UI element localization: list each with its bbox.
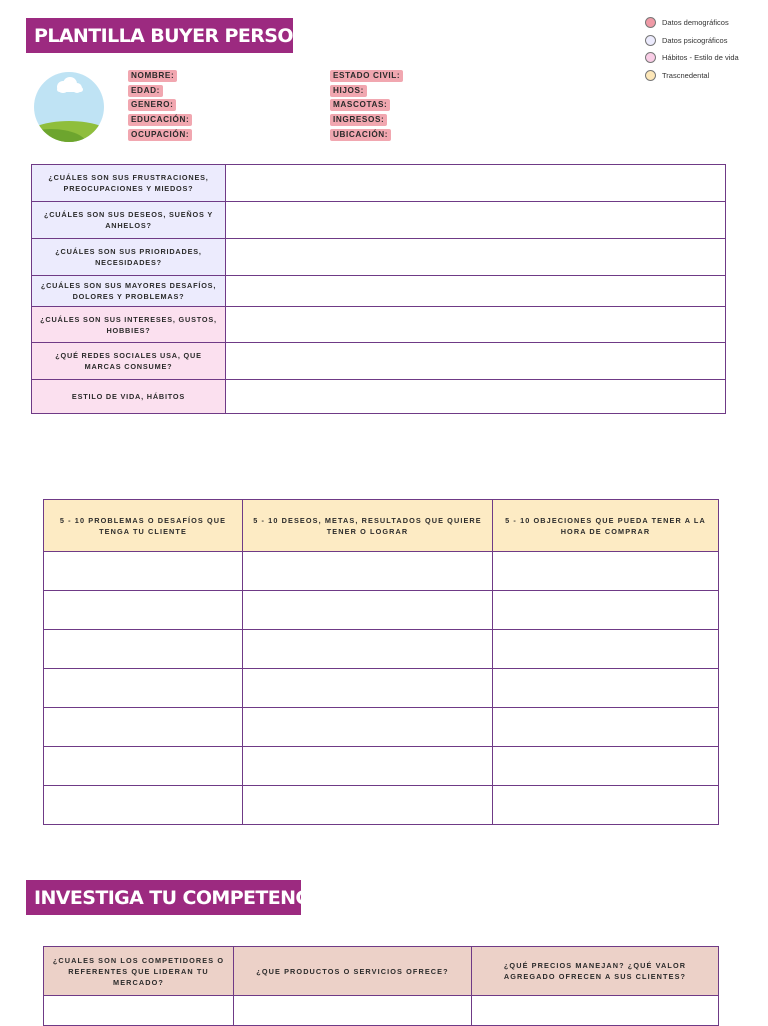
column-header: 5 - 10 DESEOS, METAS, RESULTADOS QUE QUIERE TENER O LOGRAR bbox=[243, 500, 493, 552]
table-cell[interactable] bbox=[44, 786, 243, 825]
table-cell[interactable] bbox=[493, 591, 719, 630]
table-cell[interactable] bbox=[243, 630, 493, 669]
competition-title: INVESTIGA TU COMPETENCIA bbox=[26, 880, 301, 915]
column-header: ¿QUE PRODUCTOS O SERVICIOS OFRECE? bbox=[234, 947, 472, 996]
table-cell[interactable] bbox=[493, 786, 719, 825]
table-row bbox=[32, 202, 726, 239]
table-cell[interactable] bbox=[234, 996, 472, 1026]
question-label: ¿CUÁLES SON SUS MAYORES DESAFÍOS, DOLORES Y PROBLEMAS? bbox=[32, 276, 226, 307]
profile-field-label: GENERO: bbox=[128, 99, 176, 111]
table-row bbox=[44, 996, 719, 1026]
answer-cell[interactable] bbox=[226, 202, 726, 239]
table-cell[interactable] bbox=[472, 996, 719, 1026]
legend-label: Trascnedental bbox=[662, 70, 710, 80]
legend-label: Datos psicográficos bbox=[662, 35, 728, 45]
legend-swatch bbox=[645, 70, 656, 81]
legend-swatch bbox=[645, 17, 656, 28]
legend-item bbox=[645, 32, 739, 50]
answer-cell[interactable] bbox=[226, 276, 726, 307]
table-row bbox=[32, 380, 726, 414]
answer-cell[interactable] bbox=[226, 239, 726, 276]
answer-cell[interactable] bbox=[226, 307, 726, 343]
column-header: ¿CUALES SON LOS COMPETIDORES O REFERENTES QUE LIDERAN TU MERCADO? bbox=[44, 947, 234, 996]
question-label: ¿CUÁLES SON SUS PRIORIDADES, NECESIDADES? bbox=[32, 239, 226, 276]
legend-label: Hábitos - Estilo de vida bbox=[662, 53, 739, 63]
answer-cell[interactable] bbox=[226, 380, 726, 414]
table-cell[interactable] bbox=[493, 708, 719, 747]
profile-field-label: EDUCACIÓN: bbox=[128, 114, 192, 126]
table-row bbox=[44, 591, 719, 630]
question-label: ¿CUÁLES SON SUS INTERESES, GUSTOS, HOBBIES? bbox=[32, 307, 226, 343]
table-row bbox=[44, 669, 719, 708]
table-cell[interactable] bbox=[44, 630, 243, 669]
table-row bbox=[32, 165, 726, 202]
table-row bbox=[44, 630, 719, 669]
profile-field-label: EDAD: bbox=[128, 85, 163, 97]
profile-field-label: UBICACIÓN: bbox=[330, 129, 391, 141]
avatar-icon bbox=[33, 71, 105, 143]
table-cell[interactable] bbox=[243, 708, 493, 747]
table-cell[interactable] bbox=[243, 591, 493, 630]
column-header: 5 - 10 PROBLEMAS O DESAFÍOS QUE TENGA TU CLIENTE bbox=[44, 500, 243, 552]
table-row bbox=[32, 276, 726, 307]
table-cell[interactable] bbox=[493, 552, 719, 591]
page-title: PLANTILLA BUYER PERSONA bbox=[26, 18, 293, 53]
table-row bbox=[44, 552, 719, 591]
table-cell[interactable] bbox=[44, 591, 243, 630]
legend-item bbox=[645, 49, 739, 67]
profile-field-label: ESTADO CIVIL: bbox=[330, 70, 403, 82]
table-cell[interactable] bbox=[44, 747, 243, 786]
competition-table bbox=[43, 946, 719, 1026]
profile-field-label: NOMBRE: bbox=[128, 70, 177, 82]
table-row bbox=[32, 343, 726, 380]
column-header: ¿QUÉ PRECIOS MANEJAN? ¿QUÉ VALOR AGREGADO OFRECEN A SUS CLIENTES? bbox=[472, 947, 719, 996]
answer-cell[interactable] bbox=[226, 165, 726, 202]
legend-swatch bbox=[645, 35, 656, 46]
table-cell[interactable] bbox=[493, 630, 719, 669]
question-label: ESTILO DE VIDA, HÁBITOS bbox=[32, 380, 226, 414]
table-cell[interactable] bbox=[243, 552, 493, 591]
table-cell[interactable] bbox=[44, 552, 243, 591]
questions-table bbox=[31, 164, 726, 414]
legend-item bbox=[645, 67, 739, 85]
profile-field-label: OCUPACIÓN: bbox=[128, 129, 192, 141]
table-row bbox=[44, 708, 719, 747]
table-row bbox=[32, 307, 726, 343]
legend bbox=[645, 14, 739, 84]
table-cell[interactable] bbox=[243, 786, 493, 825]
table-cell[interactable] bbox=[493, 747, 719, 786]
table-cell[interactable] bbox=[44, 996, 234, 1026]
table-row bbox=[44, 747, 719, 786]
question-label: ¿CUÁLES SON SUS FRUSTRACIONES, PREOCUPACIONES Y MIEDOS? bbox=[32, 165, 226, 202]
column-header: 5 - 10 OBJECIONES QUE PUEDA TENER A LA HORA DE COMPRAR bbox=[493, 500, 719, 552]
profile-field-label: HIJOS: bbox=[330, 85, 367, 97]
table-cell[interactable] bbox=[243, 747, 493, 786]
legend-label: Datos demográficos bbox=[662, 18, 729, 28]
question-label: ¿QUÉ REDES SOCIALES USA, QUE MARCAS CONSUME? bbox=[32, 343, 226, 380]
question-label: ¿CUÁLES SON SUS DESEOS, SUEÑOS Y ANHELOS? bbox=[32, 202, 226, 239]
table-cell[interactable] bbox=[243, 669, 493, 708]
table-cell[interactable] bbox=[493, 669, 719, 708]
table-cell[interactable] bbox=[44, 708, 243, 747]
profile-field-label: MASCOTAS: bbox=[330, 99, 390, 111]
answer-cell[interactable] bbox=[226, 343, 726, 380]
problems-table bbox=[43, 499, 719, 825]
legend-swatch bbox=[645, 52, 656, 63]
legend-item bbox=[645, 14, 739, 32]
table-cell[interactable] bbox=[44, 669, 243, 708]
profile-field-label: INGRESOS: bbox=[330, 114, 387, 126]
table-row bbox=[32, 239, 726, 276]
table-row bbox=[44, 786, 719, 825]
